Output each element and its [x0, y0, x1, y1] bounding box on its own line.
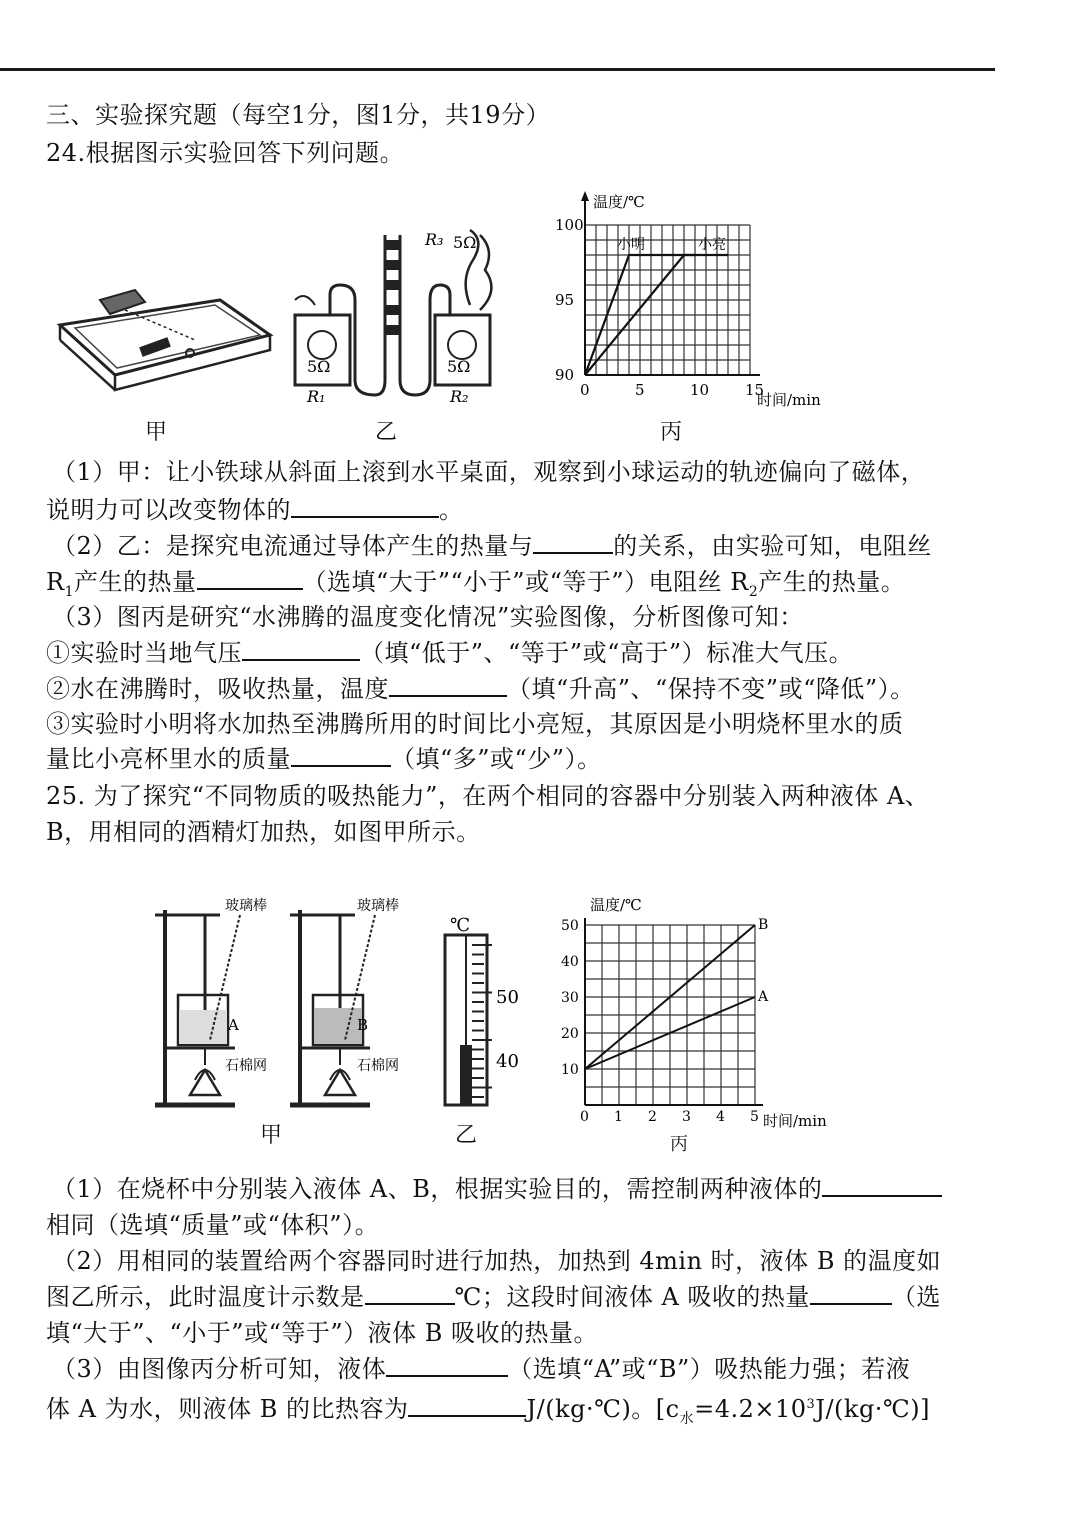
q24-p1-line1: （1）甲：让小铁球从斜面上滚到水平桌面，观察到小球运动的轨迹偏向了磁体， [52, 458, 926, 486]
r2-label: R₂ [450, 387, 469, 406]
q24-fig-jia-caption: 甲 [145, 420, 168, 445]
q25-p2-text-d: （选 [891, 1283, 941, 1311]
q24-p2-text-c: 产生的热量 [74, 568, 197, 596]
chart2-y-ticks [561, 918, 579, 1078]
q24-p2-text-b: 的关系，由实验可知，电阻丝 [613, 532, 932, 560]
chart2-x-tick-label: 3 [682, 1109, 691, 1125]
chart2-x-ticks [580, 1109, 759, 1125]
chart1-series-label: 小明 [617, 237, 645, 253]
q24-stem: 24.根据图示实验回答下列问题。 [46, 139, 405, 167]
q24-p2-line1 [52, 529, 932, 563]
chart2-y-tick-label: 20 [561, 1026, 579, 1042]
q25-p3-sub-water: 水 [679, 1410, 695, 1427]
q24-p2-text-d: （选填“大于”“小于”或“等于”）电阻丝 R [302, 568, 749, 596]
q25-blank-2[interactable] [365, 1281, 455, 1305]
q24-p1-end: 。 [439, 496, 464, 524]
q24-p3-3-text-b: 量比小亮杯里水的质量 [46, 745, 291, 773]
q24-p3-1-text-a: ①实验时当地气压 [46, 639, 242, 667]
r1-label: R₁ [307, 387, 326, 406]
net-label-a: 石棉网 [225, 1058, 267, 1074]
q25-chart-bing [555, 890, 845, 1130]
q25-blank-4[interactable] [386, 1353, 508, 1377]
q25-blank-1[interactable] [822, 1173, 942, 1197]
chart2-x-tick-label: 5 [750, 1109, 759, 1125]
q24-p2-text-e: 产生的热量。 [758, 568, 906, 596]
q25-p3-text-e: =4.2×10 [694, 1395, 807, 1423]
chart1-y-tick-label: 90 [555, 366, 575, 384]
q24-p3-2-text-a: ②水在沸腾时，吸收热量，温度 [46, 675, 389, 703]
q25-fig-jia [150, 890, 420, 1120]
liquid-b-label: B [357, 1016, 369, 1034]
q24-p2-sub2: 2 [748, 583, 759, 600]
q25-p3-line1 [52, 1352, 910, 1386]
q25-p2-line3: 填“大于”、“小于”或“等于”）液体 B 吸收的热量。 [46, 1319, 599, 1347]
q25-stem-line2: B，用相同的酒精灯加热，如图甲所示。 [46, 818, 481, 846]
setup-a [155, 897, 267, 1105]
chart2-y-tick-label: 10 [561, 1062, 579, 1078]
q25-p3-text-a: （3）由图像丙分析可知，液体 [52, 1355, 387, 1383]
chart2-x-tick-label: 4 [716, 1109, 725, 1125]
q25-p1-line1 [52, 1172, 942, 1206]
chart2-series-label: B [758, 917, 769, 933]
rod-label-b: 玻璃棒 [357, 898, 399, 914]
q24-blank-4[interactable] [242, 637, 360, 661]
q25-p3-line2 [46, 1388, 930, 1436]
chart1-x-tick-label: 10 [690, 381, 710, 399]
q24-p2-text-a: （2）乙：是探究电流通过导体产生的热量与 [52, 532, 534, 560]
rod-label-a: 玻璃棒 [225, 898, 267, 914]
chart1-y-arrow [581, 191, 589, 201]
q25-fig-bing-caption: 丙 [670, 1134, 688, 1155]
chart2-series-label: A [758, 989, 769, 1005]
q25-fig-jia-caption: 甲 [260, 1123, 283, 1148]
setup-b [290, 897, 399, 1105]
q24-fig-yi [285, 220, 495, 410]
q24-p2-r: R [46, 568, 65, 596]
top-rule [0, 68, 995, 71]
q25-blank-5[interactable] [408, 1393, 526, 1417]
q24-p3-3-line2 [46, 742, 602, 776]
chart2-grid [585, 925, 755, 1105]
q24-p3-1 [46, 636, 853, 670]
q24-p3-2 [46, 672, 915, 706]
q24-fig-bing-caption: 丙 [660, 420, 683, 445]
chart1-x-tick-label: 5 [635, 381, 645, 399]
chart2-x-tick-label: 2 [648, 1109, 657, 1125]
q25-p2-line2 [46, 1280, 941, 1314]
q24-chart-bing [545, 185, 845, 415]
q24-blank-6[interactable] [291, 743, 391, 767]
q25-p3-text-f: J/(kg·℃)] [815, 1395, 931, 1423]
q25-p3-text-d: J/(kg·℃)。[c [526, 1395, 680, 1423]
q25-p2-line1: （2）用相同的装置给两个容器同时进行加热，加热到 4min 时，液体 B 的温度如 [52, 1247, 942, 1275]
chart1-y-tick-label: 95 [555, 291, 575, 309]
chart2-y-tick-label: 40 [561, 954, 579, 970]
section-title: 三、实验探究题（每空1分，图1分，共19分） [46, 101, 551, 129]
q25-stem-line1: 25. 为了探究“不同物质的吸热能力”，在两个相同的容器中分别装入两种液体 A、 [46, 782, 930, 810]
q24-p3-3-line1: ③实验时小明将水加热至沸腾所用的时间比小亮短，其原因是小明烧杯里水的质 [46, 710, 904, 738]
chart1-y-ticks [555, 216, 584, 384]
q25-p1-text-a: （1）在烧杯中分别装入液体 A、B，根据实验目的，需控制两种液体的 [52, 1175, 823, 1203]
chart2-x-tick-label: 0 [580, 1109, 589, 1125]
chart1-ylabel: 温度/℃ [593, 193, 645, 211]
chart1-x-tick-label: 0 [580, 381, 590, 399]
chart1-x-tick-label: 15 [745, 381, 765, 399]
chart1-x-ticks [580, 381, 764, 399]
chart1-series-label: 小亮 [698, 237, 726, 253]
net-label-b: 石棉网 [357, 1058, 399, 1074]
q24-p3-1-text-b: （填“低于”、“等于”或“高于”）标准大气压。 [360, 639, 854, 667]
q25-p3-text-b: （选填“A”或“B”）吸热能力强；若液 [508, 1355, 911, 1383]
q25-fig-yi-caption: 乙 [455, 1123, 478, 1148]
chart1-xlabel: 时间/min [757, 391, 821, 409]
q24-blank-5[interactable] [389, 673, 507, 697]
chart2-ylabel: 温度/℃ [590, 896, 642, 914]
q25-p2-text-c: ℃；这段时间液体 A 吸收的热量 [454, 1283, 810, 1311]
r1-value: 5Ω [307, 357, 331, 376]
chart2-xlabel: 时间/min [763, 1112, 827, 1130]
q24-fig-jia [55, 280, 280, 400]
q25-p3-text-c: 体 A 为水，则液体 B 的比热容为 [46, 1395, 409, 1423]
r3-label: R₃ [425, 230, 444, 249]
q24-p1-text: 说明力可以改变物体的 [46, 496, 291, 524]
magnet [139, 337, 171, 357]
q24-fig-yi-caption: 乙 [375, 420, 398, 445]
chart2-y-tick-label: 30 [561, 990, 579, 1006]
q24-p3-3-text-c: （填“多”或“少”）。 [391, 745, 602, 773]
chart2-series [585, 917, 769, 1069]
q24-p3-2-text-b: （填“升高”、“保持不变”或“降低”）。 [507, 675, 915, 703]
q25-p3-sup: 3 [806, 1397, 816, 1412]
chart2-x-tick-label: 1 [614, 1109, 623, 1125]
q25-p1-line2: 相同（选填“质量”或“体积”）。 [46, 1211, 380, 1239]
r2-value: 5Ω [447, 357, 471, 376]
thermo-unit: ℃ [450, 915, 471, 936]
chart1-y-tick-label: 100 [555, 216, 584, 234]
thermo-tick-50: 50 [496, 987, 519, 1008]
q24-blank-1[interactable] [291, 494, 439, 518]
q24-blank-3[interactable] [197, 566, 303, 590]
q24-p1-line2 [46, 493, 464, 527]
q25-fig-thermometer [430, 915, 540, 1115]
q25-blank-3[interactable] [810, 1281, 892, 1305]
r3-value: 5Ω [453, 233, 477, 252]
q24-blank-2[interactable] [533, 530, 613, 554]
chart2-y-tick-label: 50 [561, 918, 579, 934]
thermometer-ticks [472, 945, 492, 1097]
thermo-tick-40: 40 [496, 1051, 519, 1072]
q25-p2-text-b: 图乙所示，此时温度计示数是 [46, 1283, 365, 1311]
q24-p3: （3）图丙是研究“水沸腾的温度变化情况”实验图像，分析图像可知： [52, 603, 804, 631]
liquid-a-label: A [228, 1016, 239, 1034]
q24-p2-sub1: 1 [64, 583, 74, 600]
